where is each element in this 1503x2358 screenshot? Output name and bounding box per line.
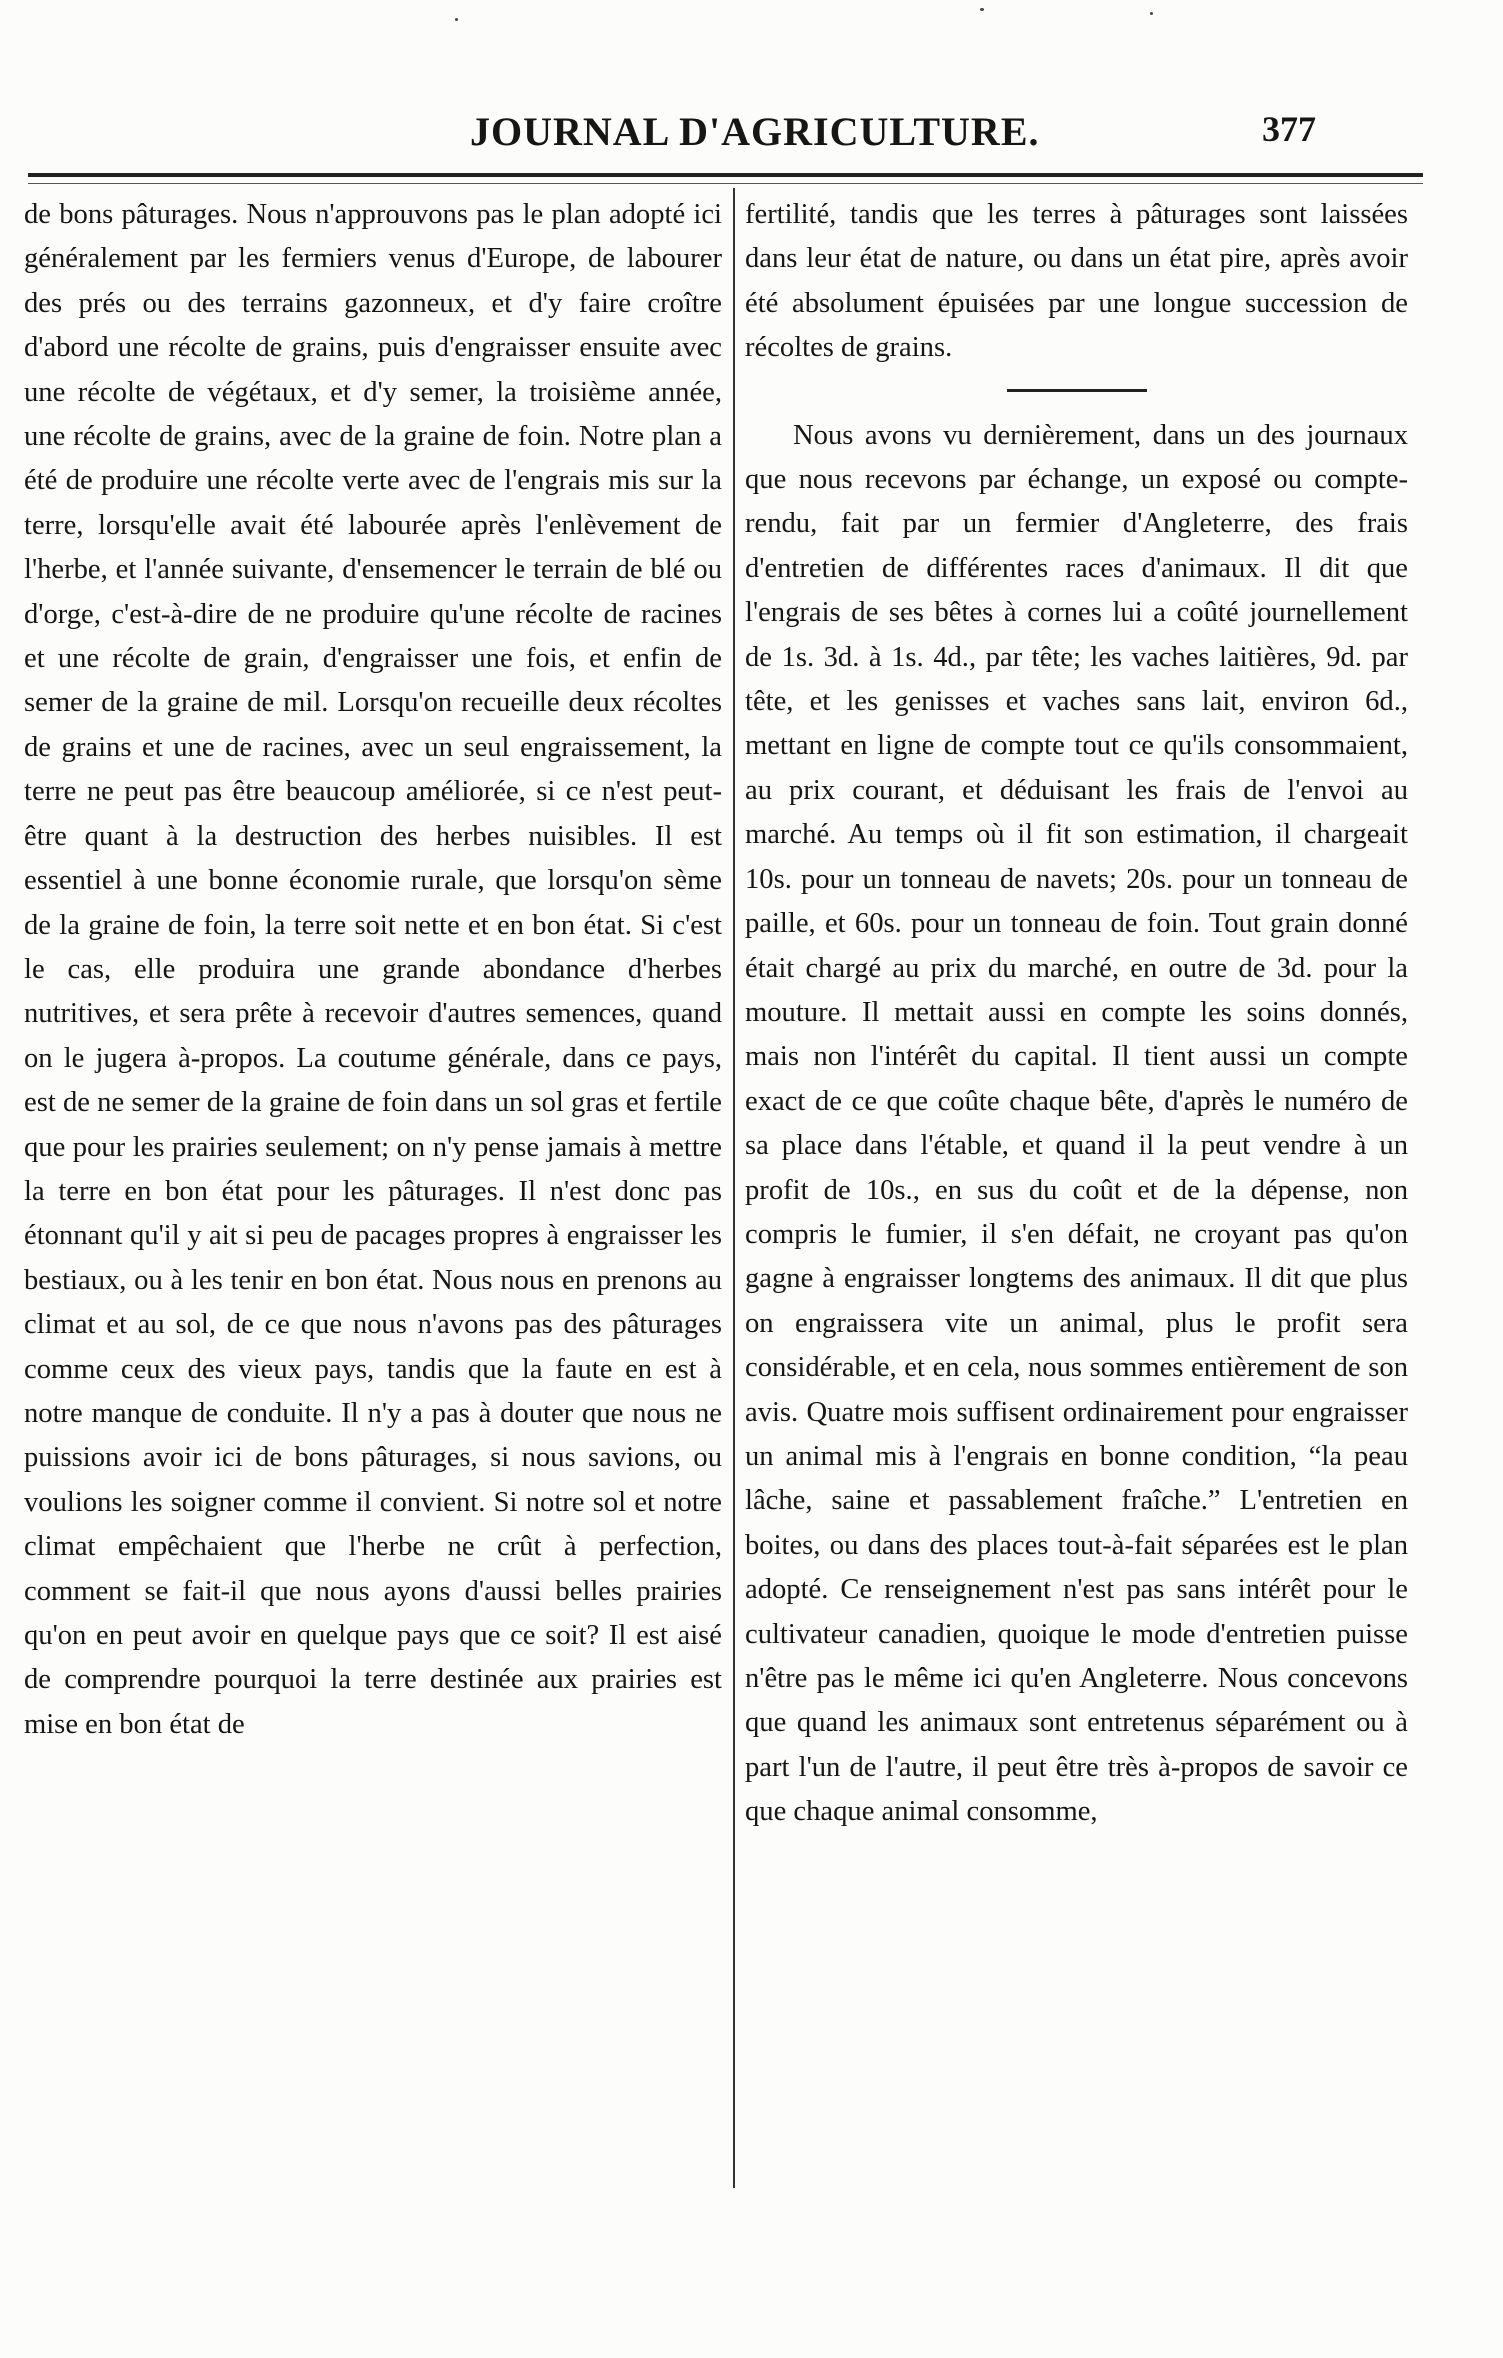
page-header (0, 108, 1503, 168)
left-paragraph-1: de bons pâturages. Nous n'approuvons pas le plan adopté ici généralement par les fermiers venus d'Europe, de labourer des prés ou des terrains gazonneux, et d'y faire croître d'abord une récolte de grains, puis d'engraisser ensuite avec une récolte de végétaux, et d'y semer, la troisième année, une récolte de grains, avec de la graine de foin. Notre plan a été de produire une récolte verte avec de l'engrais mis sur la terre, lorsqu'elle avait été labourée après l'enlèvement de l'herbe, et l'année suivante, d'ensemencer le terrain de blé ou d'orge, c'est-à-dire de ne produire qu'une récolte de racines et une récolte de grain, d'engraisser une fois, et enfin de semer de la graine de mil. Lorsqu'on recueille deux récoltes de grains et une de racines, avec un seul engraissement, la terre ne peut pas être beaucoup améliorée, si ce n'est peut-être quant à la destruction des herbes nuisibles. Il est essentiel à une bonne économie rurale, que lorsqu'on sème de la graine de foin, la terre soit nette et en bon état. Si c'est le cas, elle produira une grande abondance d'herbes nutritives, et sera prête à recevoir d'autres semences, quand on le jugera à-propos. La coutume générale, dans ce pays, est de ne semer de la graine de foin dans un sol gras et fertile que pour les prairies seulement; on n'y pense jamais à mettre la terre en bon état pour les pâturages. Il n'est donc pas étonnant qu'il y ait si peu de pacages propres à engraisser les bestiaux, ou à les tenir en bon état. Nous nous en prenons au climat et au sol, de ce que nous n'avons pas des pâturages comme ceux des vieux pays, tandis que la faute en est à notre manque de conduite. Il n'y a pas à douter que nous ne puissions avoir ici de bons pâturages, si nous savions, ou voulions les soigner comme il convient. Si notre sol et notre climat empêchaient que l'herbe ne crût à perfection, comment se fait-il que nous ayons d'aussi belles prairies qu'on en peut avoir en quelque pays que ce soit? Il est aisé de comprendre pourquoi la terre destinée aux prairies est mise en bon état de (24, 199, 722, 1740)
section-rule (1007, 389, 1147, 392)
column-divider (733, 188, 735, 2188)
right-paragraph-1: fertilité, tandis que les terres à pâturages sont laissées dans leur état de nature, ou dans un état pire, après avoir été absolument épuisées par une longue succession de récoltes de grains. (745, 199, 1408, 364)
right-paragraph-2: Nous avons vu dernièrement, dans un des journaux que nous recevons par échange, un exposé ou compte-rendu, fait par un fermier d'Angleterre, des frais d'entretien de différentes races d'animaux. Il dit que l'engrais de ses bêtes à cornes lui a coûté journellement de 1s. 3d. à 1s. 4d., par tête; les vaches laitières, 9d. par tête, et les genisses et vaches sans lait, environ 6d., mettant en ligne de compte tout ce qu'ils consommaient, au prix courant, et déduisant les frais de l'envoi au marché. Au temps où il fit son estimation, il chargeait 10s. pour un tonneau de navets; 20s. pour un tonneau de paille, et 60s. pour un tonneau de foin. Tout grain donné était chargé au prix du marché, en outre de 3d. pour la mouture. Il mettait aussi en compte les soins donnés, mais non l'intérêt du capital. Il tient aussi un compte exact de ce que coûte chaque bête, d'après le numéro de sa place dans l'étable, et quand il la peut vendre à un profit de 10s., en sus du coût et de la dépense, non compris le fumier, il s'en défait, ne croyant pas qu'on gagne à engraisser longtems des animaux. Il dit que plus on engraissera vite un animal, plus le profit sera considérable, et en cela, nous sommes entièrement de son avis. Quatre mois suffisent ordinairement pour engraisser un animal mis à l'engrais en bonne condition, “la peau lâche, saine et passablement fraîche.” L'entretien en boites, ou dans des places tout-à-fait séparées est le plan adopté. Ce renseignement n'est pas sans intérêt pour le cultivateur canadien, quoique le mode d'entretien puisse n'être pas le même ici qu'en Angleterre. Nous concevons que quand les animaux sont entretenus séparément ou à part l'un de l'autre, il peut être très à-propos de savoir ce que chaque animal consomme, (745, 419, 1408, 1828)
print-speck (1150, 12, 1153, 15)
print-speck (455, 18, 458, 21)
print-speck (980, 8, 984, 11)
page-number: 377 (1262, 109, 1316, 149)
running-title: JOURNAL D'AGRICULTURE. (470, 109, 1040, 154)
left-column (24, 193, 722, 1747)
right-column (745, 193, 1408, 1835)
header-rule (28, 173, 1423, 177)
header-rule-thin (28, 183, 1423, 184)
